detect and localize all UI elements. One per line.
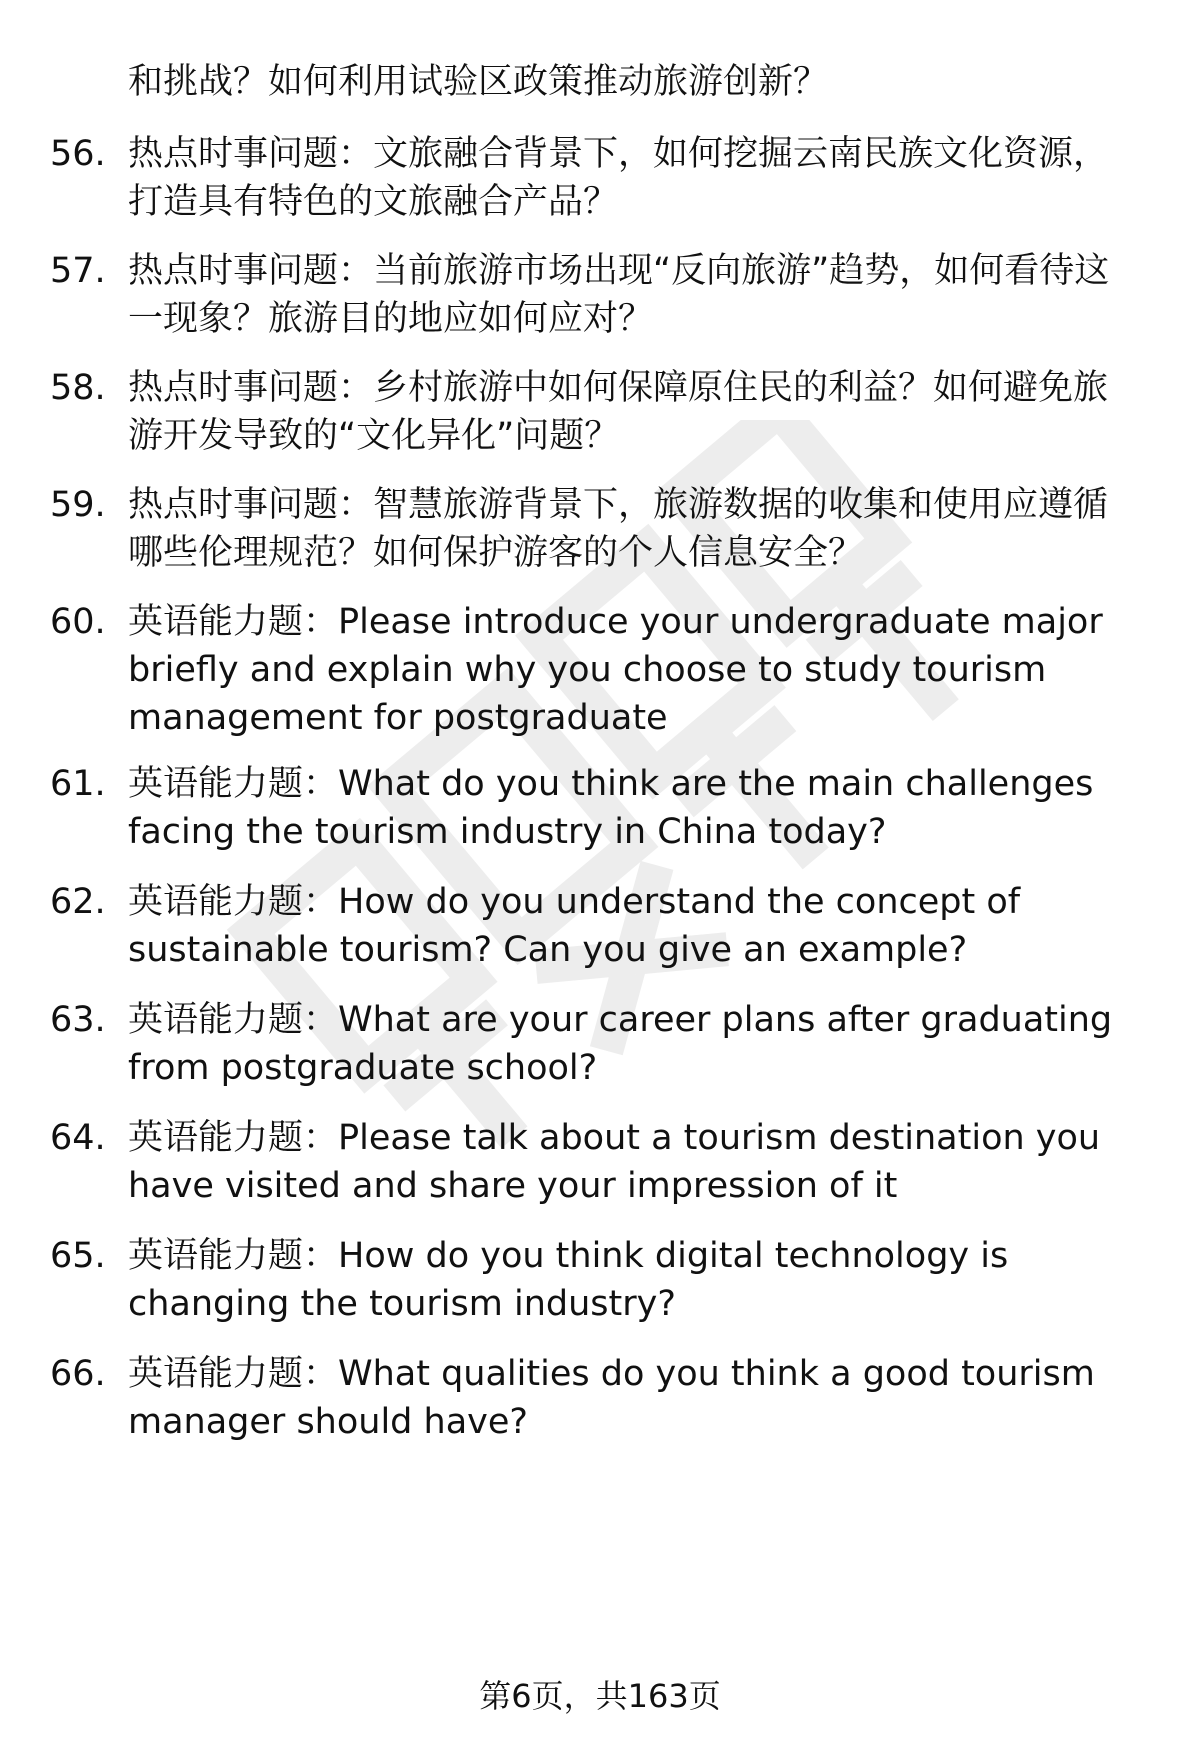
item-number: 57.	[50, 251, 106, 291]
item-number: 60.	[50, 602, 106, 642]
item-number: 65.	[50, 1236, 106, 1276]
continuation-text: 和挑战？如何利用试验区政策推动旅游创新？	[128, 62, 829, 102]
item-text: 英语能力题：How do you think digital technology is changing the tourism industry?	[128, 1236, 1009, 1324]
item-text: 英语能力题：What are your career plans after graduating from postgraduate school?	[128, 1000, 1113, 1088]
item-text: 热点时事问题：文旅融合背景下，如何挖掘云南民族文化资源，打造具有特色的文旅融合产品？	[128, 134, 1109, 222]
item-number: 64.	[50, 1118, 106, 1158]
item-text: 英语能力题：Please talk about a tourism destination you have visited and share your impression of it	[128, 1118, 1101, 1206]
item-text: 热点时事问题：智慧旅游背景下，旅游数据的收集和使用应遵循哪些伦理规范？如何保护游客的个人信息安全？	[128, 485, 1109, 573]
item-text: 英语能力题：How do you understand the concept of sustainable tourism? Can you give an example?	[128, 882, 1021, 970]
item-number: 61.	[50, 764, 106, 804]
item-number: 56.	[50, 134, 106, 174]
item-number: 59.	[50, 485, 106, 525]
item-number: 58.	[50, 368, 106, 408]
item-text: 英语能力题：Please introduce your undergraduate major briefly and explain why you choose to study tourism management for postgraduate	[128, 602, 1103, 738]
item-text: 热点时事问题：当前旅游市场出现“反向旅游”趋势，如何看待这一现象？旅游目的地应如何应对？	[128, 251, 1110, 339]
item-text: 热点时事问题：乡村旅游中如何保障原住民的利益？如何避免旅游开发导致的“文化异化”问题？	[128, 368, 1109, 456]
page-footer: 第6页，共163页	[479, 1677, 721, 1715]
item-text: 英语能力题：What do you think are the main challenges facing the tourism industry in China today?	[128, 764, 1094, 852]
item-text: 英语能力题：What qualities do you think a good tourism manager should have?	[128, 1354, 1095, 1442]
item-number: 62.	[50, 882, 106, 922]
item-number: 66.	[50, 1354, 106, 1394]
item-number: 63.	[50, 1000, 106, 1040]
